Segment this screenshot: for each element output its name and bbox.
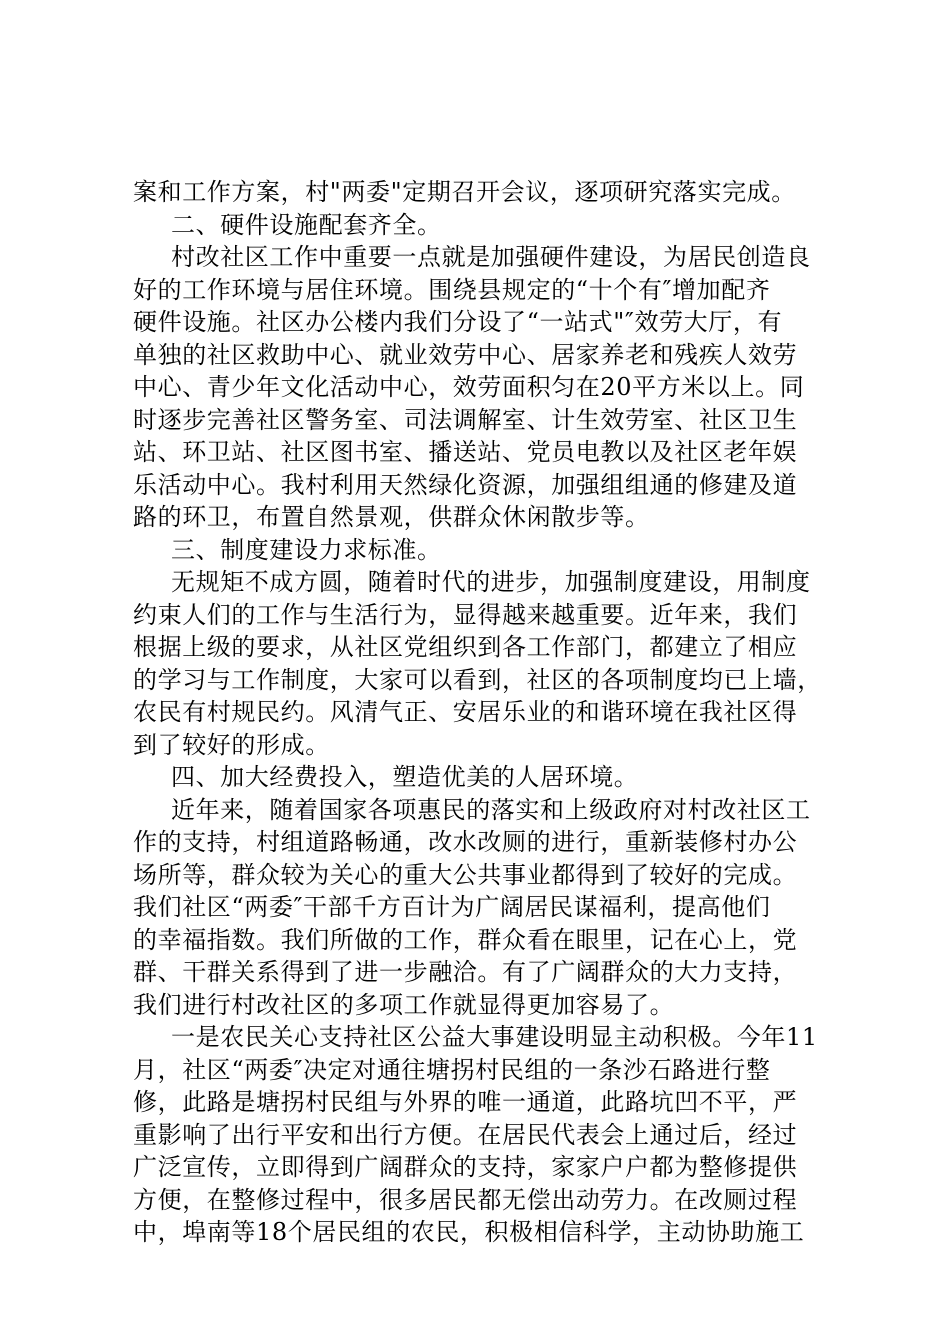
paragraph-line: 月，社区“两委″决定对通往塘拐村民组的一条沙石路进行整 <box>133 1055 771 1084</box>
paragraph-line: 站、环卫站、社区图书室、播送站、党员电教以及社区老年娱 <box>133 438 798 466</box>
paragraph-first-line: 村改社区工作中重要一点就是加强硬件建设，为居民创造良 <box>171 243 811 271</box>
paragraph-first-line: 近年来，随着国家各项惠民的落实和上级政府对村改社区工 <box>171 795 811 824</box>
paragraph-line: 作的支持，村组道路畅通，改水改厕的进行，重新装修村办公 <box>133 828 798 856</box>
paragraph-line: 我们社区“两委″干部千方百计为广阔居民谋福利，提高他们 <box>133 893 771 921</box>
document-body <box>133 176 833 1249</box>
paragraph-line: 场所等，群众较为关心的重大公共事业都得到了较好的完成。 <box>133 860 798 889</box>
paragraph-line: 农民有村规民约。风清气正、安居乐业的和谐环境在我社区得 <box>133 698 798 726</box>
paragraph-line: 重影响了出行平安和出行方便。在居民代表会上通过后，经过 <box>133 1120 798 1149</box>
paragraph-line: 中心、青少年文化活动中心，效劳面积匀在20平方米以上。同 <box>133 373 805 401</box>
section-heading-hardware: 二、硬件设施配套齐全。 <box>171 210 442 239</box>
paragraph-continuation-line: 案和工作方案，村"两委"定期召开会议，逐项研究落实完成。 <box>133 178 796 206</box>
paragraph-line: 时逐步完善社区警务室、司法调解室、计生效劳室、社区卫生 <box>133 405 798 434</box>
paragraph-line: 路的环卫，布置自然景观，供群众休闲散步等。 <box>133 503 650 531</box>
section-heading-system: 三、制度建设力求标准。 <box>171 535 442 564</box>
paragraph-line: 广泛宣传，立即得到广阔群众的支持，家家户户都为整修提供 <box>133 1153 798 1181</box>
paragraph-line: 中，埠南等18个居民组的农民，积极相信科学，主动协助施工 <box>133 1218 805 1246</box>
paragraph-line: 根据上级的要求，从社区党组织到各工作部门，都建立了相应 <box>133 633 798 661</box>
paragraph-line: 到了较好的形成。 <box>133 730 330 759</box>
section-heading-funding: 四、加大经费投入，塑造优美的人居环境。 <box>171 763 639 791</box>
paragraph-line: 单独的社区救助中心、就业效劳中心、居家养老和残疾人效劳 <box>133 340 798 369</box>
paragraph-line: 修，此路是塘拐村民组与外界的唯一通道，此路坑凹不平，严 <box>133 1088 798 1116</box>
paragraph-line: 约束人们的工作与生活行为，显得越来越重要。近年来，我们 <box>133 600 798 629</box>
paragraph-first-line: 无规矩不成方圆，随着时代的进步，加强制度建设，用制度 <box>171 568 811 596</box>
paragraph-line: 的学习与工作制度，大家可以看到，社区的各项制度均已上墙， <box>133 665 822 694</box>
paragraph-line: 乐活动中心。我村利用天然绿化资源，加强组组通的修建及道 <box>133 470 798 499</box>
paragraph-line: 的幸福指数。我们所做的工作，群众看在眼里，记在心上，党 <box>133 925 798 954</box>
paragraph-first-line: 一是农民关心支持社区公益大事建设明显主动积极。今年11 <box>171 1023 818 1051</box>
paragraph-line: 群、干群关系得到了进一步融洽。有了广阔群众的大力支持， <box>133 958 798 986</box>
paragraph-line: 好的工作环境与居住环境。围绕县规定的“十个有″增加配齐 <box>133 275 771 304</box>
paragraph-line: 硬件设施。社区办公楼内我们分设了“一站式"″效劳大厅，有 <box>133 308 783 336</box>
paragraph-line: 方便，在整修过程中，很多居民都无偿出动劳力。在改厕过程 <box>133 1185 798 1214</box>
paragraph-line: 我们进行村改社区的多项工作就显得更加容易了。 <box>133 990 675 1019</box>
